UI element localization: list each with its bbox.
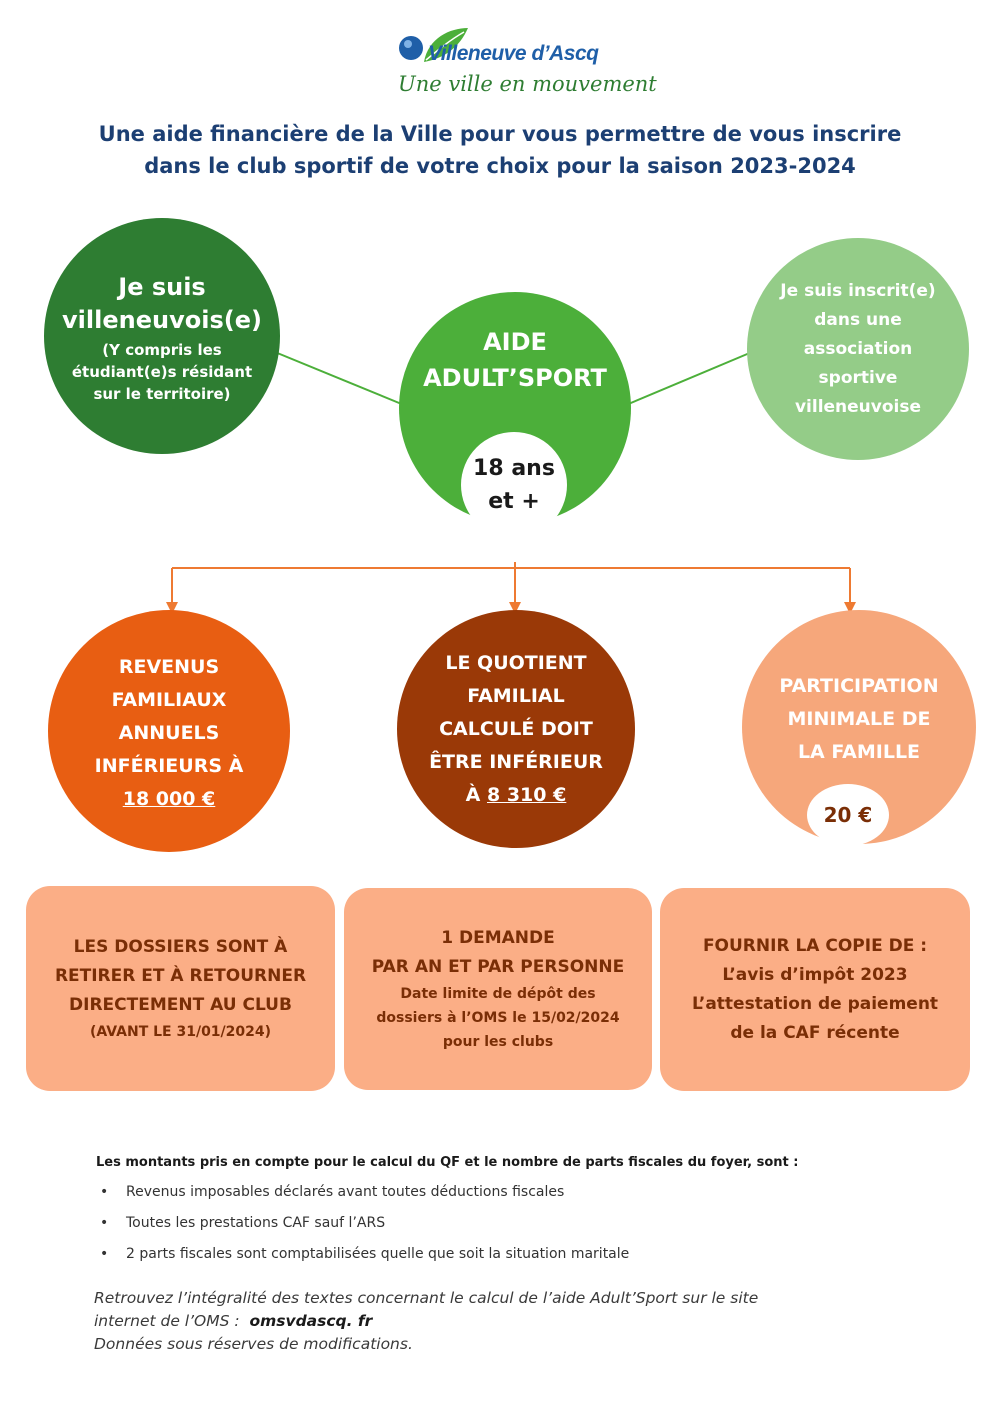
circle-resident: [44, 218, 280, 454]
assoc-line-1: Je suis inscrit(e): [780, 280, 936, 301]
quotient-line-2: FAMILIAL: [467, 684, 565, 707]
note-text: Revenus imposables déclarés avant toutes déductions fiscales: [126, 1184, 565, 1200]
fournir-line-4: de la CAF récente: [730, 1022, 900, 1043]
box-dossiers: [26, 886, 335, 1091]
dossiers-line-2: RETIRER ET À RETOURNER: [54, 966, 307, 986]
page-title-line-2: dans le club sportif de votre choix pour la saison 2023-2024: [144, 154, 856, 178]
quotient-prefix: À: [465, 783, 487, 806]
revenus-line-2: FAMILIAUX: [111, 688, 227, 711]
logo-name: Villeneuve d’Ascq: [428, 42, 599, 65]
assoc-line-2: dans une: [814, 309, 902, 330]
box-demande: [344, 888, 652, 1090]
resident-sub-3: sur le territoire): [93, 385, 231, 403]
age-line-2: et +: [488, 489, 540, 514]
dossiers-line-3: DIRECTEMENT AU CLUB: [69, 995, 292, 1015]
website-link[interactable]: omsvdascq. fr: [249, 1312, 373, 1330]
note-text: 2 parts fiscales sont comptabilisées quelle que soit la situation maritale: [126, 1246, 630, 1262]
list-item: [100, 1184, 564, 1200]
age-line-1: 18 ans: [473, 456, 555, 481]
assoc-line-5: villeneuvoise: [794, 396, 922, 417]
assoc-line-4: sportive: [818, 367, 898, 388]
resident-sub-1: (Y compris les: [102, 341, 222, 359]
notes-heading: Les montants pris en compte pour le calcul du QF et le nombre de parts fiscales du foyer, sont :: [96, 1155, 799, 1170]
fournir-line-2: L’avis d’impôt 2023: [722, 964, 908, 985]
dossiers-line-4: (AVANT LE 31/01/2024): [89, 1024, 272, 1040]
bullet-icon: •: [100, 1215, 109, 1231]
participation-line-2: MINIMALE DE: [787, 708, 931, 730]
connector-resident-aide: [270, 350, 404, 405]
revenus-line-1: REVENUS: [118, 655, 220, 678]
page-title-line-1: Une aide financière de la Ville pour vous permettre de vous inscrire: [98, 122, 902, 146]
revenus-line-4: INFÉRIEURS À: [94, 754, 244, 777]
revenus-amount: 18 000 €: [122, 787, 216, 810]
dossiers-line-1: LES DOSSIERS SONT À: [73, 937, 288, 957]
circle-association: [747, 238, 969, 460]
aide-line-1: AIDE: [483, 328, 547, 356]
demande-line-3: Date limite de dépôt des: [400, 986, 596, 1002]
circle-quotient: [397, 610, 635, 848]
footer-line-1: Retrouvez l’intégralité des textes concernant le calcul de l’aide Adult’Sport sur le site: [94, 1289, 759, 1307]
footer: [94, 1287, 758, 1356]
quotient-line-4: ÊTRE INFÉRIEUR: [429, 750, 603, 773]
connector-aide-criteria: [172, 562, 850, 606]
aide-line-2: ADULT’SPORT: [423, 364, 607, 392]
revenus-line-3: ANNUELS: [118, 721, 220, 744]
quotient-line-1: LE QUOTIENT: [445, 651, 587, 674]
bullet-icon: •: [100, 1184, 109, 1200]
fournir-line-1: FOURNIR LA COPIE DE :: [702, 935, 928, 956]
quotient-amount: 8 310 €: [486, 783, 567, 806]
box-fournir: [660, 888, 970, 1091]
note-text: Toutes les prestations CAF sauf l’ARS: [126, 1215, 386, 1231]
demande-line-5: pour les clubs: [442, 1034, 554, 1050]
list-item: [100, 1246, 629, 1262]
assoc-line-3: association: [803, 338, 913, 359]
list-item: [100, 1215, 385, 1231]
connector-aide-assoc: [626, 352, 752, 405]
resident-line-2: villeneuvois(e): [62, 306, 262, 334]
demande-line-2: PAR AN ET PAR PERSONNE: [371, 957, 625, 977]
age-badge: [461, 432, 567, 538]
resident-line-1: Je suis: [118, 273, 206, 301]
quotient-line-3: CALCULÉ DOIT: [439, 717, 593, 740]
footer-line-3: Données sous réserves de modifications.: [94, 1335, 413, 1353]
demande-line-4: dossiers à l’OMS le 15/02/2024: [376, 1010, 620, 1026]
participation-line-3: LA FAMILLE: [797, 741, 921, 763]
participation-amount: 20 €: [807, 784, 889, 846]
resident-sub-2: étudiant(e)s résidant: [71, 363, 253, 381]
participation-line-1: PARTICIPATION: [779, 675, 939, 697]
demande-line-1: 1 DEMANDE: [441, 928, 555, 948]
bullet-icon: •: [100, 1246, 109, 1262]
circle-revenus: [48, 610, 290, 852]
footer-line-2: internet de l’OMS :: [94, 1312, 250, 1330]
logo-tagline: Une ville en mouvement: [398, 72, 657, 96]
fournir-line-3: L’attestation de paiement: [691, 993, 939, 1014]
